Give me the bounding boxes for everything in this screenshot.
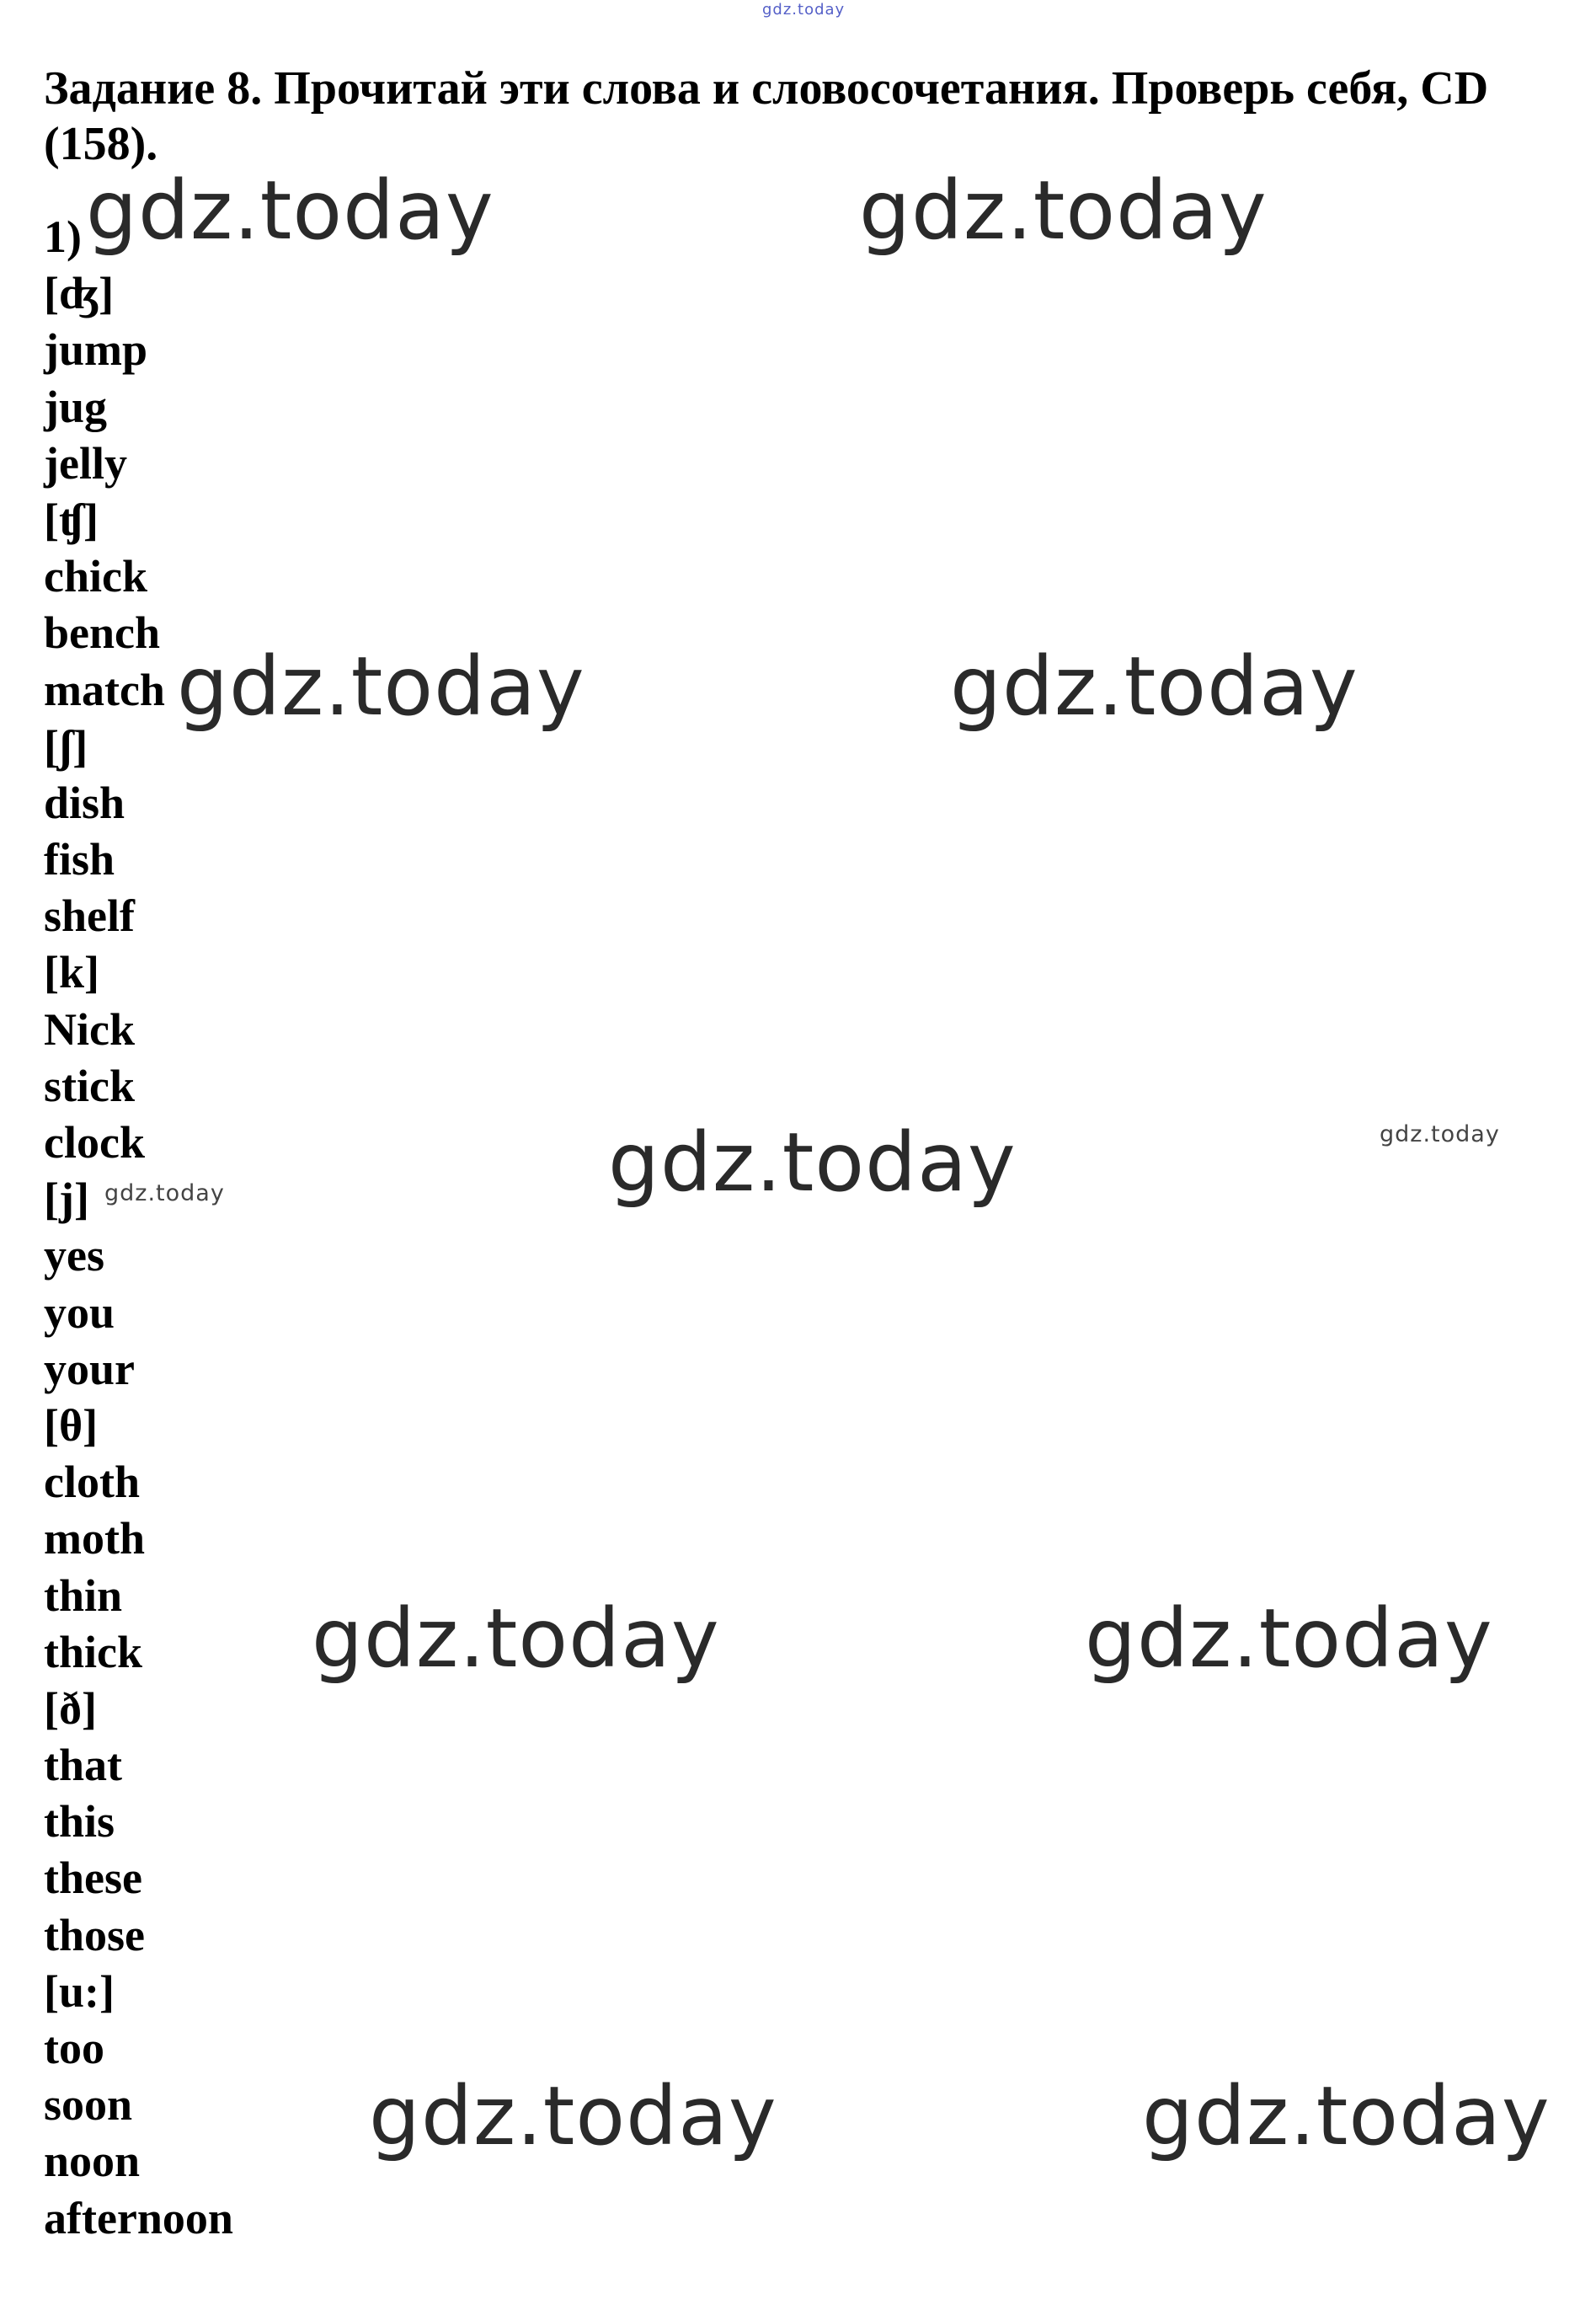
- list-item: 1): [44, 211, 82, 262]
- list-item: too: [44, 2023, 104, 2073]
- watermark: gdz.today: [859, 163, 1268, 258]
- list-item: [j]: [44, 1174, 89, 1225]
- list-item: thick: [44, 1626, 143, 1677]
- list-item: afternoon: [44, 2192, 233, 2243]
- list-item: soon: [44, 2079, 133, 2131]
- list-item: those: [44, 1909, 145, 1960]
- list-item: stick: [44, 1060, 135, 1111]
- watermark: gdz.today: [1085, 1591, 1493, 1686]
- watermark: gdz.today: [104, 1180, 225, 1206]
- list-item: chick: [44, 551, 148, 602]
- list-item: these: [44, 1853, 142, 1904]
- watermark: gdz.today: [1380, 1121, 1500, 1147]
- list-item: dish: [44, 777, 125, 828]
- list-item: cloth: [44, 1457, 140, 1508]
- list-item: [ʤ]: [44, 268, 115, 319]
- list-item: yes: [44, 1230, 104, 1281]
- list-item: [u:]: [44, 1965, 115, 2017]
- watermark: gdz.today: [312, 1591, 720, 1686]
- watermark: gdz.today: [950, 639, 1358, 734]
- list-item: clock: [44, 1117, 145, 1168]
- list-item: [ʃ]: [44, 720, 88, 772]
- watermark-top: gdz.today: [762, 1, 846, 19]
- list-item: that: [44, 1740, 122, 1791]
- list-item: noon: [44, 2136, 141, 2187]
- watermark: gdz.today: [369, 2069, 777, 2163]
- watermark: gdz.today: [86, 163, 494, 258]
- watermark: gdz.today: [608, 1115, 1017, 1210]
- list-item: [k]: [44, 947, 99, 998]
- task-title: Задание 8. Прочитай эти слова и словосочетания. Проверь себя, CD (158).: [44, 62, 1489, 170]
- word-list: [44, 209, 233, 2247]
- list-item: shelf: [44, 890, 135, 942]
- list-item: moth: [44, 1513, 145, 1564]
- list-item: [θ]: [44, 1399, 99, 1451]
- list-item: bench: [44, 607, 161, 659]
- watermark: gdz.today: [177, 639, 585, 734]
- list-item: match: [44, 664, 165, 715]
- list-item: jelly: [44, 437, 127, 489]
- list-item: jug: [44, 381, 108, 432]
- list-item: [ð]: [44, 1682, 97, 1734]
- list-item: Nick: [44, 1003, 135, 1055]
- list-item: jump: [44, 324, 148, 376]
- list-item: [ʧ]: [44, 494, 99, 545]
- list-item: your: [44, 1343, 135, 1394]
- list-item: this: [44, 1796, 115, 1847]
- list-item: you: [44, 1286, 115, 1338]
- list-item: thin: [44, 1569, 123, 1621]
- list-item: fish: [44, 834, 115, 885]
- watermark: gdz.today: [1142, 2069, 1551, 2163]
